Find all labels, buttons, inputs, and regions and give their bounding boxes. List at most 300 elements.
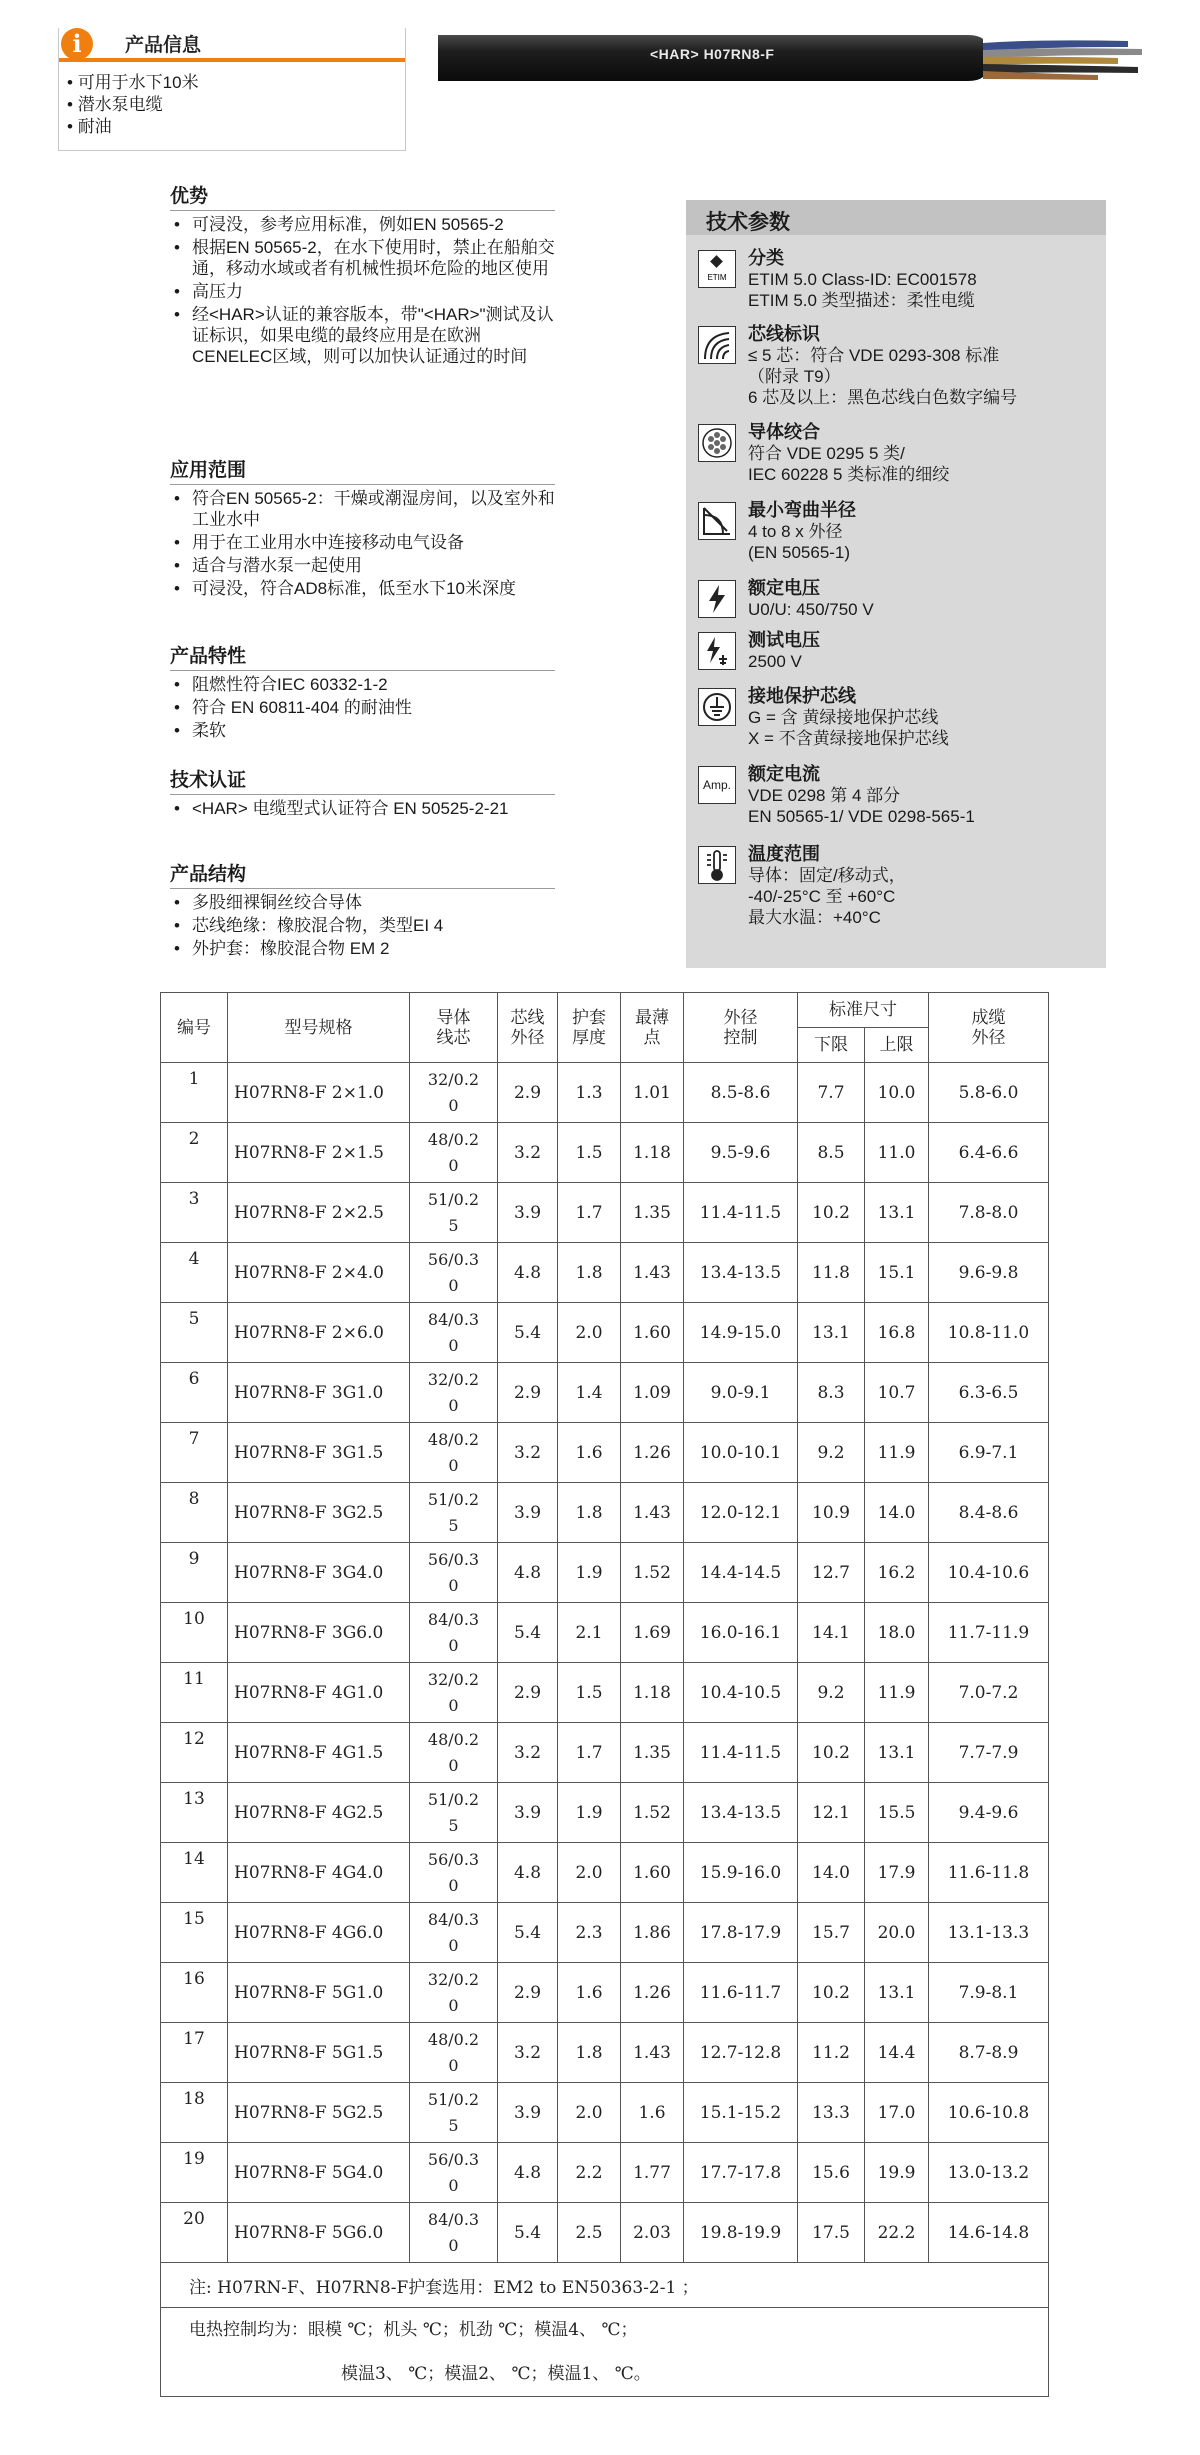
cell-finished-od: 8.4-8.6	[929, 1483, 1049, 1543]
cell-thinnest: 1.43	[621, 1243, 684, 1303]
cell-od-control: 13.4-13.5	[684, 1783, 798, 1843]
cell-sheath: 2.0	[558, 2083, 621, 2143]
product-info-header	[59, 28, 405, 62]
cell-upper: 15.5	[865, 1783, 929, 1843]
cell-core-part: 0	[448, 1935, 459, 1955]
thermometer-icon	[698, 846, 736, 884]
cell-no: 2	[161, 1123, 228, 1183]
cell-model: H07RN8-F 3G1.5	[228, 1423, 410, 1483]
tech-params-header	[686, 200, 1106, 235]
cell-upper: 14.4	[865, 2023, 929, 2083]
cell-core-part: 56/0.3	[427, 2149, 480, 2169]
table-row	[161, 1903, 1049, 1963]
cell-thinnest: 1.77	[621, 2143, 684, 2203]
cell-core-dia: 3.2	[498, 2023, 558, 2083]
cell-core-part: 32/0.2	[427, 1969, 480, 1989]
header-model: 型号规格	[228, 993, 410, 1063]
section-title: 产品特性	[170, 646, 555, 671]
cell-model: H07RN8-F 3G2.5	[228, 1483, 410, 1543]
cell-no: 19	[161, 2143, 228, 2203]
cell-model: H07RN8-F 3G1.0	[228, 1363, 410, 1423]
cell-core	[410, 2083, 498, 2143]
tech-item-title: 额定电压	[748, 578, 820, 598]
cell-no: 16	[161, 1963, 228, 2023]
cell-lower: 13.1	[798, 1303, 865, 1363]
cable-print-label: <HAR> H07RN8-F	[650, 46, 775, 62]
cell-od-control: 15.9-16.0	[684, 1843, 798, 1903]
cell-sheath: 1.6	[558, 1423, 621, 1483]
product-info-box	[58, 28, 406, 151]
list-item: • 用于在工业用水中连接移动电气设备	[170, 532, 555, 553]
cell-no: 15	[161, 1903, 228, 1963]
cell-upper: 13.1	[865, 1183, 929, 1243]
cell-core-dia: 3.2	[498, 1123, 558, 1183]
section-title: 优势	[170, 186, 555, 211]
cell-no: 10	[161, 1603, 228, 1663]
cell-core-part: 32/0.2	[427, 1669, 480, 1689]
cell-no: 14	[161, 1843, 228, 1903]
cell-model: H07RN8-F 5G1.0	[228, 1963, 410, 2023]
cell-sheath: 1.4	[558, 1363, 621, 1423]
tech-params-panel	[686, 200, 1106, 968]
cell-od-control: 10.4-10.5	[684, 1663, 798, 1723]
cell-core-dia: 2.9	[498, 1063, 558, 1123]
product-info-list	[67, 72, 199, 138]
cell-core	[410, 1483, 498, 1543]
cell-thinnest: 2.03	[621, 2203, 684, 2263]
cell-core-dia: 4.8	[498, 1843, 558, 1903]
spec-table	[160, 992, 1049, 2397]
cell-thinnest: 1.35	[621, 1723, 684, 1783]
cell-upper: 17.9	[865, 1843, 929, 1903]
cell-core-part: 0	[448, 1155, 459, 1175]
list-item: • 多股细裸铜丝绞合导体	[170, 892, 555, 913]
cell-thinnest: 1.52	[621, 1783, 684, 1843]
cell-core	[410, 1783, 498, 1843]
cell-core-part: 48/0.2	[427, 1129, 480, 1149]
cell-core-part: 51/0.2	[427, 1489, 480, 1509]
cell-thinnest: 1.26	[621, 1423, 684, 1483]
cell-core-dia: 2.9	[498, 1963, 558, 2023]
cell-lower: 15.7	[798, 1903, 865, 1963]
cell-thinnest: 1.01	[621, 1063, 684, 1123]
section-features	[170, 646, 555, 743]
table-row	[161, 1063, 1049, 1123]
tech-item-line: 4 to 8 x 外径	[748, 522, 843, 541]
cell-od-control: 15.1-15.2	[684, 2083, 798, 2143]
cell-lower: 8.5	[798, 1123, 865, 1183]
cell-model: H07RN8-F 2×6.0	[228, 1303, 410, 1363]
table-row	[161, 1663, 1049, 1723]
tech-item-title: 分类	[748, 248, 784, 268]
cell-finished-od: 7.7-7.9	[929, 1723, 1049, 1783]
list-item: • 外护套：橡胶混合物 EM 2	[170, 938, 555, 959]
tech-params-title: 技术参数	[706, 211, 790, 234]
cell-upper: 11.0	[865, 1123, 929, 1183]
tech-item-line: X = 不含黄绿接地保护芯线	[748, 729, 949, 748]
cell-core-part: 0	[448, 1635, 459, 1655]
cell-model: H07RN8-F 2×4.0	[228, 1243, 410, 1303]
cell-upper: 16.8	[865, 1303, 929, 1363]
cell-od-control: 9.0-9.1	[684, 1363, 798, 1423]
cell-upper: 17.0	[865, 2083, 929, 2143]
cell-lower: 10.2	[798, 1183, 865, 1243]
section-advantages	[170, 186, 555, 369]
table-row	[161, 1363, 1049, 1423]
table-row	[161, 2143, 1049, 2203]
tech-item-title: 额定电流	[748, 764, 820, 784]
cell-sheath: 2.3	[558, 1903, 621, 1963]
cell-core-part: 56/0.3	[427, 1849, 480, 1869]
cell-core	[410, 1243, 498, 1303]
cell-sheath: 1.8	[558, 2023, 621, 2083]
cell-od-control: 19.8-19.9	[684, 2203, 798, 2263]
cell-model: H07RN8-F 4G1.0	[228, 1663, 410, 1723]
cell-core-dia: 2.9	[498, 1663, 558, 1723]
tech-item-title: 温度范围	[748, 844, 820, 864]
cell-od-control: 8.5-8.6	[684, 1063, 798, 1123]
cell-od-control: 14.4-14.5	[684, 1543, 798, 1603]
tech-item-title: 最小弯曲半径	[748, 500, 856, 520]
tech-item-line: ETIM 5.0 类型描述：柔性电缆	[748, 291, 975, 310]
section-title: 产品结构	[170, 864, 555, 889]
cell-model: H07RN8-F 4G4.0	[228, 1843, 410, 1903]
cell-thinnest: 1.6	[621, 2083, 684, 2143]
header-lower: 下限	[798, 1028, 865, 1063]
tech-item-line: VDE 0298 第 4 部分	[748, 786, 901, 805]
header-core: 导体 线芯	[410, 993, 498, 1063]
cell-od-control: 11.4-11.5	[684, 1723, 798, 1783]
etim-icon-text: ETIM	[707, 273, 727, 282]
cell-finished-od: 9.4-9.6	[929, 1783, 1049, 1843]
cell-no: 9	[161, 1543, 228, 1603]
cell-core	[410, 1603, 498, 1663]
cell-core-part: 0	[448, 1875, 459, 1895]
cell-core-part: 56/0.3	[427, 1249, 480, 1269]
cell-core	[410, 1303, 498, 1363]
cell-lower: 9.2	[798, 1423, 865, 1483]
cell-lower: 11.2	[798, 2023, 865, 2083]
tech-item-line: -40/-25°C 至 +60°C	[748, 887, 896, 906]
cell-lower: 10.9	[798, 1483, 865, 1543]
temp-line-2: 模温3、 ℃；模温2、 ℃；模温1、 ℃。	[341, 2364, 651, 2384]
cell-thinnest: 1.60	[621, 1843, 684, 1903]
cell-no: 7	[161, 1423, 228, 1483]
cell-upper: 15.1	[865, 1243, 929, 1303]
cell-core-part: 5	[448, 1815, 459, 1835]
cell-thinnest: 1.60	[621, 1303, 684, 1363]
cell-core-part: 0	[448, 1095, 459, 1115]
cell-core-dia: 4.8	[498, 1543, 558, 1603]
cell-core	[410, 2143, 498, 2203]
tech-item-line: U0/U: 450/750 V	[748, 600, 874, 619]
cell-sheath: 2.1	[558, 1603, 621, 1663]
cell-core-part: 48/0.2	[427, 1429, 480, 1449]
table-row	[161, 1783, 1049, 1843]
ampere-icon	[698, 766, 736, 804]
cell-core-part: 0	[448, 1395, 459, 1415]
cell-core-dia: 3.9	[498, 1783, 558, 1843]
list-item: • <HAR> 电缆型式认证符合 EN 50525-2-21	[170, 798, 555, 819]
table-row	[161, 1423, 1049, 1483]
tech-item-title: 测试电压	[748, 630, 820, 650]
cell-lower: 17.5	[798, 2203, 865, 2263]
cell-model: H07RN8-F 2×1.0	[228, 1063, 410, 1123]
info-icon: i	[61, 28, 93, 60]
tech-item-line: 导体：固定/移动式，	[748, 866, 906, 885]
tech-item-title: 导体绞合	[748, 422, 820, 442]
cell-core-dia: 3.2	[498, 1423, 558, 1483]
cell-sheath: 1.8	[558, 1483, 621, 1543]
cell-finished-od: 11.6-11.8	[929, 1843, 1049, 1903]
cell-core-part: 84/0.3	[427, 1609, 480, 1629]
cell-upper: 13.1	[865, 1963, 929, 2023]
cell-no: 13	[161, 1783, 228, 1843]
cell-model: H07RN8-F 4G2.5	[228, 1783, 410, 1843]
cell-finished-od: 13.1-13.3	[929, 1903, 1049, 1963]
table-row	[161, 1243, 1049, 1303]
cell-core-part: 5	[448, 1215, 459, 1235]
header-core-dia: 芯线 外径	[498, 993, 558, 1063]
section-structure	[170, 864, 555, 961]
cell-model: H07RN8-F 3G4.0	[228, 1543, 410, 1603]
cell-core-part: 0	[448, 2235, 459, 2255]
cell-core-part: 0	[448, 1755, 459, 1775]
table-row	[161, 1123, 1049, 1183]
temp-line-1: 电热控制均为：眼模 ℃；机头 ℃；机劲 ℃；模温4、 ℃；	[189, 2320, 638, 2340]
cell-lower: 14.1	[798, 1603, 865, 1663]
cell-lower: 8.3	[798, 1363, 865, 1423]
section-certification	[170, 770, 555, 821]
header-finished-od: 成缆 外径	[929, 993, 1049, 1063]
cell-core-part: 0	[448, 1575, 459, 1595]
table-header-row	[161, 993, 1049, 1028]
cell-lower: 13.3	[798, 2083, 865, 2143]
cell-thinnest: 1.09	[621, 1363, 684, 1423]
cable-image	[438, 33, 1144, 83]
cell-no: 1	[161, 1063, 228, 1123]
cell-od-control: 11.6-11.7	[684, 1963, 798, 2023]
cell-upper: 13.1	[865, 1723, 929, 1783]
cell-core	[410, 1663, 498, 1723]
header-od-control: 外径 控制	[684, 993, 798, 1063]
cell-finished-od: 10.6-10.8	[929, 2083, 1049, 2143]
cell-sheath: 2.2	[558, 2143, 621, 2203]
cell-finished-od: 6.4-6.6	[929, 1123, 1049, 1183]
cell-core-part: 84/0.3	[427, 1909, 480, 1929]
list-item: • 符合 EN 60811-404 的耐油性	[170, 697, 555, 718]
table-note: 注: H07RN-F、H07RN8-F护套选用：EM2 to EN50363-2-1 ；	[161, 2263, 1049, 2308]
table-note-row	[161, 2263, 1049, 2308]
cell-sheath: 1.8	[558, 1243, 621, 1303]
cell-no: 5	[161, 1303, 228, 1363]
header-sheath: 护套 厚度	[558, 993, 621, 1063]
tech-item-line: IEC 60228 5 类标准的细绞	[748, 465, 950, 484]
cell-no: 6	[161, 1363, 228, 1423]
list-item: • 芯线绝缘：橡胶混合物，类型EI 4	[170, 915, 555, 936]
list-item: • 阻燃性符合IEC 60332-1-2	[170, 674, 555, 695]
cell-sheath: 1.7	[558, 1183, 621, 1243]
cell-finished-od: 9.6-9.8	[929, 1243, 1049, 1303]
cell-core-dia: 2.9	[498, 1363, 558, 1423]
bending-radius-icon	[698, 502, 736, 540]
table-temp-control	[161, 2308, 1049, 2397]
cell-no: 8	[161, 1483, 228, 1543]
cell-core	[410, 2203, 498, 2263]
cell-core-dia: 3.2	[498, 1723, 558, 1783]
table-row	[161, 2023, 1049, 2083]
section-title: 技术认证	[170, 770, 555, 795]
tech-item-line: ETIM 5.0 Class-ID: EC001578	[748, 270, 977, 289]
cell-core	[410, 1723, 498, 1783]
cell-core-part: 32/0.2	[427, 1369, 480, 1389]
cell-core	[410, 1063, 498, 1123]
cell-sheath: 1.5	[558, 1123, 621, 1183]
orange-underline	[59, 58, 405, 62]
cell-core	[410, 1843, 498, 1903]
table-row	[161, 1183, 1049, 1243]
cell-thinnest: 1.86	[621, 1903, 684, 1963]
cell-thinnest: 1.18	[621, 1663, 684, 1723]
list-item: • 适合与潜水泵一起使用	[170, 555, 555, 576]
cell-core-part: 5	[448, 2115, 459, 2135]
cell-no: 18	[161, 2083, 228, 2143]
list-item: • 潜水泵电缆	[67, 94, 199, 116]
cell-od-control: 12.0-12.1	[684, 1483, 798, 1543]
cell-lower: 14.0	[798, 1843, 865, 1903]
cell-core-part: 84/0.3	[427, 1309, 480, 1329]
header-upper: 上限	[865, 1028, 929, 1063]
cell-od-control: 12.7-12.8	[684, 2023, 798, 2083]
cell-thinnest: 1.18	[621, 1123, 684, 1183]
cell-model: H07RN8-F 2×2.5	[228, 1183, 410, 1243]
cell-core-part: 56/0.3	[427, 1549, 480, 1569]
cell-core-dia: 4.8	[498, 2143, 558, 2203]
cell-upper: 16.2	[865, 1543, 929, 1603]
cell-core	[410, 1123, 498, 1183]
list-item: • 可浸没，符合AD8标准，低至水下10米深度	[170, 578, 555, 599]
tech-item-title: 接地保护芯线	[748, 686, 856, 706]
cell-od-control: 9.5-9.6	[684, 1123, 798, 1183]
header-standard-size: 标准尺寸	[798, 993, 929, 1028]
list-item: • 高压力	[170, 281, 555, 302]
cell-core-part: 0	[448, 1695, 459, 1715]
cell-od-control: 14.9-15.0	[684, 1303, 798, 1363]
cell-core-part: 51/0.2	[427, 1189, 480, 1209]
etim-icon	[698, 250, 736, 288]
cell-core	[410, 2023, 498, 2083]
cell-model: H07RN8-F 4G6.0	[228, 1903, 410, 1963]
cell-core-dia: 3.9	[498, 1183, 558, 1243]
cell-core-dia: 4.8	[498, 1243, 558, 1303]
cell-lower: 11.8	[798, 1243, 865, 1303]
cell-no: 11	[161, 1663, 228, 1723]
cell-core-part: 0	[448, 2055, 459, 2075]
cell-sheath: 2.0	[558, 1843, 621, 1903]
list-item: • 耐油	[67, 116, 199, 138]
table-row	[161, 1543, 1049, 1603]
cell-finished-od: 6.3-6.5	[929, 1363, 1049, 1423]
cell-finished-od: 13.0-13.2	[929, 2143, 1049, 2203]
cell-sheath: 1.7	[558, 1723, 621, 1783]
tech-item-line: G = 含 黄绿接地保护芯线	[748, 708, 939, 727]
cell-thinnest: 1.52	[621, 1543, 684, 1603]
table-row	[161, 1963, 1049, 2023]
cell-od-control: 16.0-16.1	[684, 1603, 798, 1663]
table-row	[161, 1723, 1049, 1783]
cell-lower: 9.2	[798, 1663, 865, 1723]
cell-core-part: 0	[448, 1335, 459, 1355]
cell-core-part: 84/0.3	[427, 2209, 480, 2229]
list-item: • 柔软	[170, 720, 555, 741]
cell-model: H07RN8-F 3G6.0	[228, 1603, 410, 1663]
cell-sheath: 2.0	[558, 1303, 621, 1363]
cell-core-dia: 5.4	[498, 1603, 558, 1663]
cell-finished-od: 7.9-8.1	[929, 1963, 1049, 2023]
list-item: • 可浸没，参考应用标准，例如EN 50565-2	[170, 214, 555, 235]
cell-upper: 14.0	[865, 1483, 929, 1543]
cell-thinnest: 1.43	[621, 1483, 684, 1543]
cell-upper: 18.0	[865, 1603, 929, 1663]
cell-finished-od: 11.7-11.9	[929, 1603, 1049, 1663]
voltage-icon	[698, 580, 736, 618]
cell-finished-od: 10.4-10.6	[929, 1543, 1049, 1603]
cell-core-part: 5	[448, 1515, 459, 1535]
cell-upper: 19.9	[865, 2143, 929, 2203]
cell-core-dia: 5.4	[498, 2203, 558, 2263]
cell-core-dia: 3.9	[498, 2083, 558, 2143]
cell-core-part: 48/0.2	[427, 2029, 480, 2049]
cell-no: 3	[161, 1183, 228, 1243]
cell-core-dia: 3.9	[498, 1483, 558, 1543]
cell-thinnest: 1.43	[621, 2023, 684, 2083]
cell-core-part: 0	[448, 2175, 459, 2195]
cell-no: 20	[161, 2203, 228, 2263]
cell-model: H07RN8-F 4G1.5	[228, 1723, 410, 1783]
cell-no: 4	[161, 1243, 228, 1303]
cell-finished-od: 8.7-8.9	[929, 2023, 1049, 2083]
cell-core	[410, 1543, 498, 1603]
cell-finished-od: 6.9-7.1	[929, 1423, 1049, 1483]
cell-sheath: 2.5	[558, 2203, 621, 2263]
cell-finished-od: 5.8-6.0	[929, 1063, 1049, 1123]
cell-model: H07RN8-F 5G2.5	[228, 2083, 410, 2143]
cell-lower: 12.7	[798, 1543, 865, 1603]
table-row	[161, 2083, 1049, 2143]
cell-finished-od: 7.8-8.0	[929, 1183, 1049, 1243]
cell-core-dia: 5.4	[498, 1903, 558, 1963]
table-row	[161, 1303, 1049, 1363]
section-title: 应用范围	[170, 460, 555, 485]
cell-od-control: 17.7-17.8	[684, 2143, 798, 2203]
test-voltage-icon	[698, 632, 736, 670]
cell-lower: 12.1	[798, 1783, 865, 1843]
cell-core-part: 0	[448, 1995, 459, 2015]
cell-model: H07RN8-F 2×1.5	[228, 1123, 410, 1183]
cell-finished-od: 7.0-7.2	[929, 1663, 1049, 1723]
cell-od-control: 17.8-17.9	[684, 1903, 798, 1963]
table-row	[161, 1483, 1049, 1543]
cell-upper: 10.7	[865, 1363, 929, 1423]
cell-sheath: 1.9	[558, 1783, 621, 1843]
header-no: 编号	[161, 993, 228, 1063]
cell-od-control: 11.4-11.5	[684, 1183, 798, 1243]
cell-sheath: 1.9	[558, 1543, 621, 1603]
cell-lower: 10.2	[798, 1963, 865, 2023]
cell-core-part: 32/0.2	[427, 1069, 480, 1089]
header-thinnest: 最薄 点	[621, 993, 684, 1063]
cell-finished-od: 10.8-11.0	[929, 1303, 1049, 1363]
